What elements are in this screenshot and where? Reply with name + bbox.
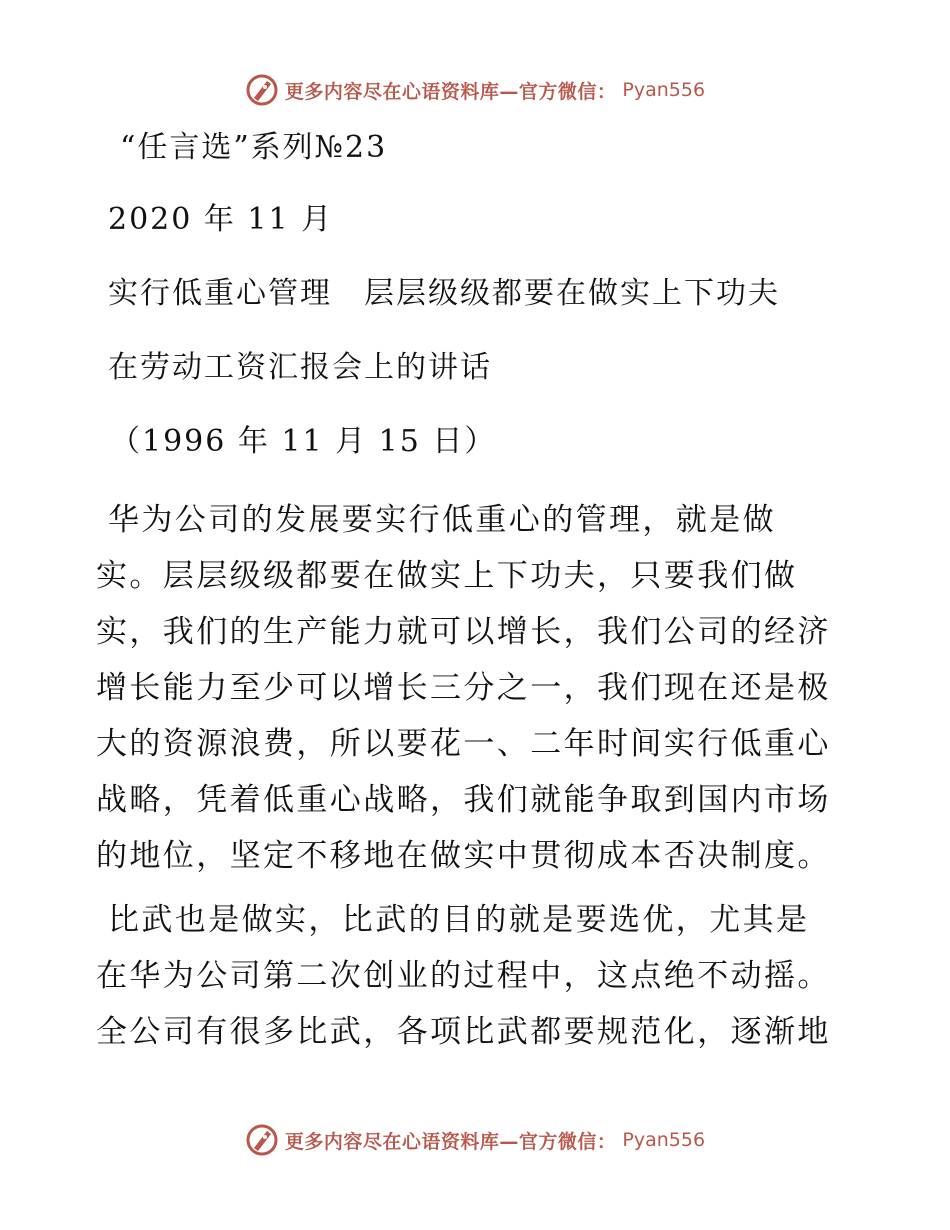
watermark-handle: Pyan556 (622, 79, 706, 101)
text-line: 全公司有很多比武，各项比武都要规范化，逐渐地 (96, 1014, 831, 1050)
paragraph-2 (96, 892, 856, 1060)
text-line: 的地位，坚定不移地在做实中贯彻成本否决制度。 (96, 838, 831, 874)
document-subtitle: 在劳动工资汇报会上的讲话 (108, 350, 492, 385)
pen-logo-icon (245, 73, 279, 107)
text-line: 实，我们的生产能力就可以增长，我们公司的经济 (96, 614, 831, 650)
footer-watermark (0, 1120, 950, 1160)
text-line: 实。层层级级都要在做实上下功夫，只要我们做 (96, 558, 798, 594)
body-text (96, 492, 856, 1060)
series-label: “任言选”系列№23 (120, 130, 388, 165)
text-line: 增长能力至少可以增长三分之一，我们现在还是极 (96, 670, 831, 706)
watermark-handle: Pyan556 (622, 1129, 706, 1151)
watermark-text: 更多内容尽在心语资料库—官方微信： (284, 1130, 617, 1153)
paragraph-1 (96, 492, 856, 884)
text-line: 在华为公司第二次创业的过程中，这点绝不动摇。 (96, 958, 831, 994)
text-line: 比武也是做实，比武的目的就是要选优，尤其是 (108, 902, 810, 938)
watermark-inner (245, 1123, 705, 1157)
watermark-text: 更多内容尽在心语资料库—官方微信： (284, 80, 617, 103)
document-date: 2020 年 11 月 (108, 202, 334, 237)
pen-logo-icon (245, 1123, 279, 1157)
text-line: 华为公司的发展要实行低重心的管理，就是做 (108, 502, 776, 538)
watermark-inner (245, 73, 705, 107)
text-line: 战略，凭着低重心战略，我们就能争取到国内市场 (96, 782, 831, 818)
speech-date: （1996 年 11 月 15 日） (110, 424, 497, 459)
document-title: 实行低重心管理 层层级级都要在做实上下功夫 (108, 276, 780, 311)
header-watermark (0, 70, 950, 110)
text-line: 大的资源浪费，所以要花一、二年时间实行低重心 (96, 726, 831, 762)
